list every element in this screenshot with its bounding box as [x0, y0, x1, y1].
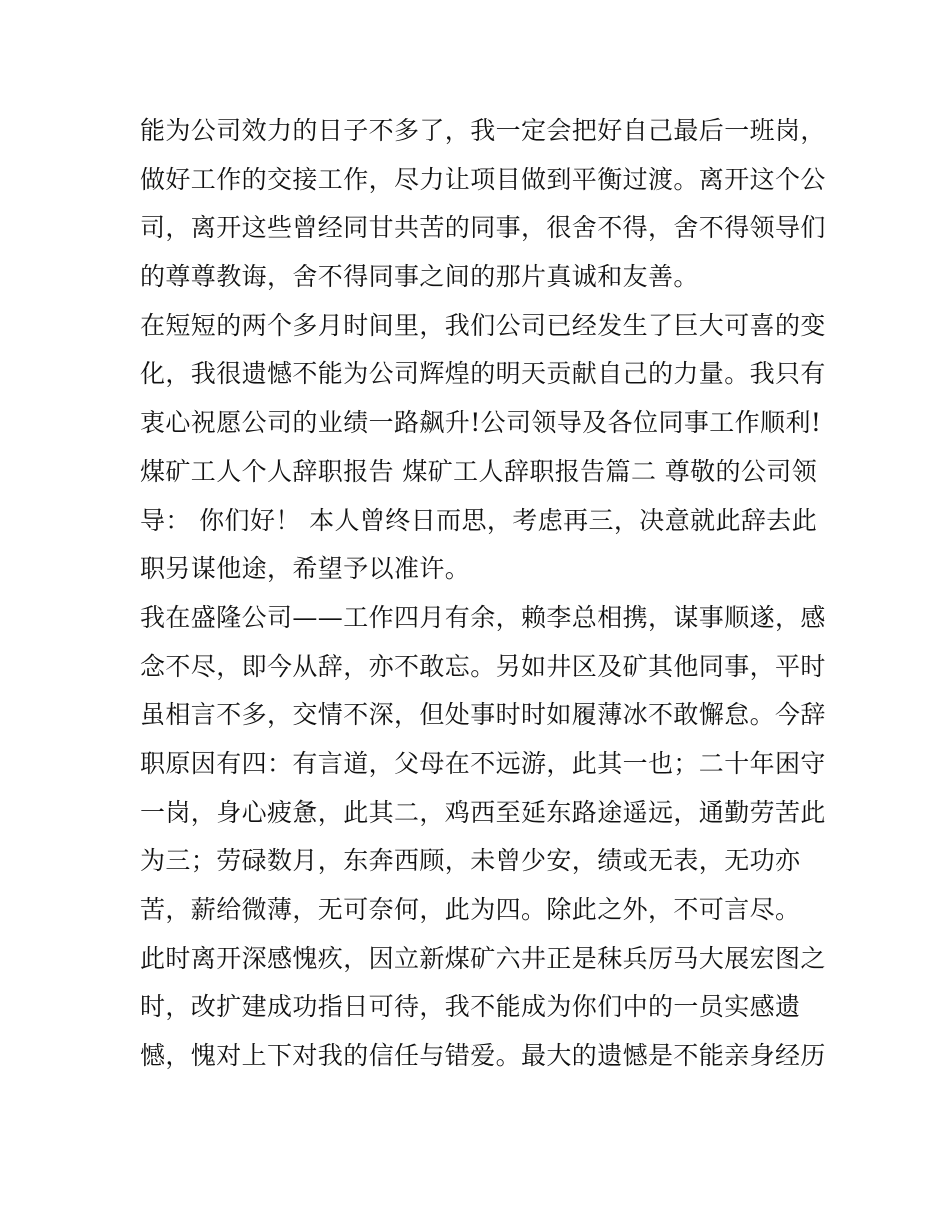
text-line: 苦，薪给微薄，无可奈何，此为四。除此之外，不可言尽。 — [140, 895, 801, 924]
text-line: 一岗，身心疲惫，此其二，鸡西至延东路途遥远，通勤劳苦此 — [140, 797, 826, 827]
text-line: 此时离开深感愧疚，因立新煤矿六井正是秣兵厉马大展宏图之 — [140, 943, 826, 973]
text-line: 职另谋他途，希望予以准许。 — [140, 554, 471, 584]
text-line: 为三；劳碌数月，东奔西顾，未曾少安，绩或无表，无功亦 — [140, 846, 801, 876]
text-line: 衷心祝愿公司的业绩一路飙升!公司领导及各位同事工作顺利! — [140, 408, 822, 438]
text-line: 能为公司效力的日子不多了，我一定会把好自己最后一班岗， — [140, 116, 826, 145]
text-line: 化，我很遗憾不能为公司辉煌的明天贡献自己的力量。我只有 — [140, 359, 826, 389]
text-line: 在短短的两个多月时间里，我们公司已经发生了巨大可喜的变 — [140, 310, 826, 340]
text-line: 煤矿工人个人辞职报告 煤矿工人辞职报告篇二 尊敬的公司领 — [140, 456, 818, 486]
text-line: 的尊尊教诲，舍不得同事之间的那片真诚和友善。 — [140, 262, 699, 292]
text-line: 做好工作的交接工作，尽力让项目做到平衡过渡。离开这个公 — [140, 164, 826, 194]
text-line: 导： 你们好！ 本人曾终日而思，考虑再三，决意就此辞去此 — [140, 505, 818, 535]
text-line: 职原因有四：有言道，父母在不远游，此其一也；二十年困守 — [140, 748, 826, 778]
text-line: 念不尽，即今从辞，亦不敢忘。另如井区及矿其他同事，平时 — [140, 651, 826, 681]
text-line: 我在盛隆公司——工作四月有余，赖李总相携，谋事顺遂，感 — [140, 602, 826, 632]
text-line: 虽相言不多，交情不深，但处事时时如履薄冰不敢懈怠。今辞 — [140, 700, 826, 730]
text-line: 时，改扩建成功指日可待，我不能成为你们中的一员实感遗 — [140, 992, 801, 1022]
text-line: 司，离开这些曾经同甘共苦的同事，很舍不得，舍不得领导们 — [140, 213, 826, 243]
body-text — [140, 107, 826, 1081]
text-line: 憾，愧对上下对我的信任与错爱。最大的遗憾是不能亲身经历 — [140, 1041, 826, 1071]
